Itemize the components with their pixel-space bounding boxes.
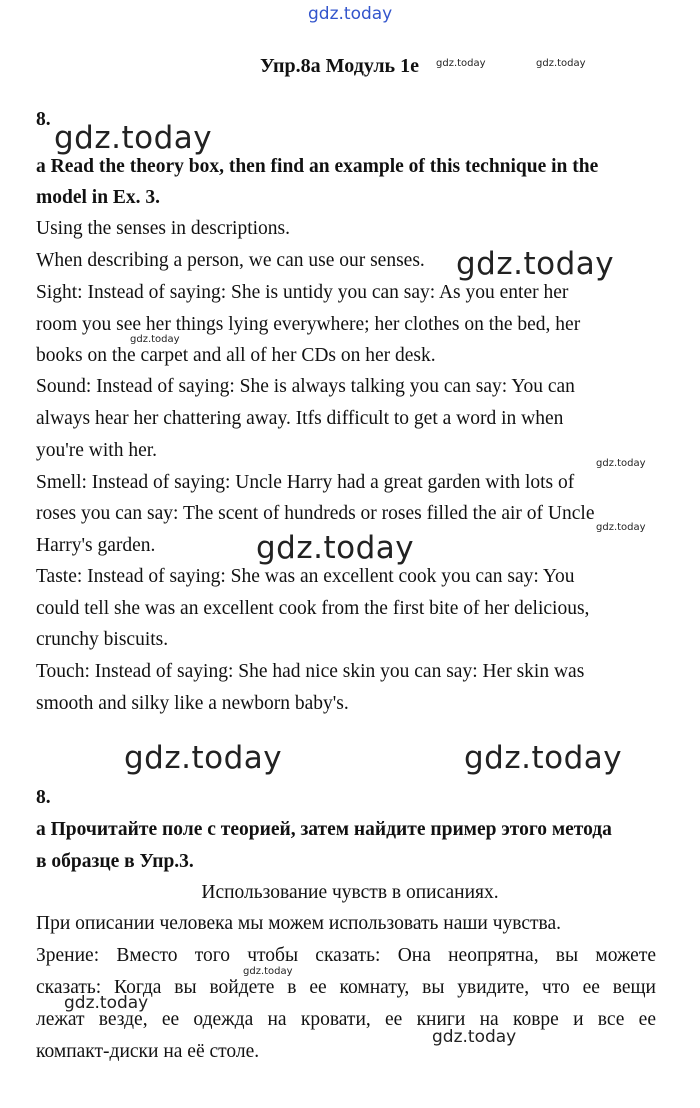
watermark: gdz.today <box>243 966 293 977</box>
text-line: smooth and silky like a newborn baby's. <box>36 693 349 714</box>
watermark: gdz.today <box>64 993 149 1013</box>
text-line: roses you can say: The scent of hundreds or roses filled the air of Uncle <box>36 503 595 524</box>
exercise-number-ru: 8. <box>36 787 51 808</box>
text-line: When describing a person, we can use our senses. <box>36 250 425 271</box>
task-line-ru-1: а Прочитайте поле с теорией, затем найдите пример этого метода <box>36 819 612 840</box>
watermark: gdz.today <box>596 522 646 533</box>
text-line: Sound: Instead of saying: She is always talking you can say: You can <box>36 376 575 397</box>
watermark: gdz.today <box>432 1027 517 1047</box>
watermark: gdz.today <box>124 740 283 776</box>
watermark: gdz.today <box>456 246 615 282</box>
text-line: books on the carpet and all of her CDs on her desk. <box>36 345 436 366</box>
watermark: gdz.today <box>436 58 486 69</box>
watermark: gdz.today <box>130 334 180 345</box>
text-line: Harry's garden. <box>36 535 156 556</box>
text-line: Sight: Instead of saying: She is untidy you can say: As you enter her <box>36 282 569 303</box>
watermark: gdz.today <box>596 458 646 469</box>
header-watermark: gdz.today <box>308 4 393 24</box>
subtitle-ru: Использование чувств в описаниях. <box>201 882 499 903</box>
watermark: gdz.today <box>54 120 213 156</box>
text-line: лежат везде, ее одежда на кровати, ее книги на ковре и все ее <box>36 1009 656 1030</box>
text-line: always hear her chattering away. Itfs difficult to get a word in when <box>36 408 564 429</box>
text-line: crunchy biscuits. <box>36 629 169 650</box>
text-line: Smell: Instead of saying: Uncle Harry had a great garden with lots of <box>36 472 575 493</box>
text-line: Touch: Instead of saying: She had nice skin you can say: Her skin was <box>36 661 585 682</box>
text-line: could tell she was an excellent cook from the first bite of her delicious, <box>36 598 590 619</box>
task-line-en-2: model in Ex. 3. <box>36 187 161 208</box>
watermark: gdz.today <box>256 530 415 566</box>
task-line-ru-2: в образце в Упр.3. <box>36 851 194 872</box>
text-line: you're with her. <box>36 440 158 461</box>
text-line: Зрение: Вместо того чтобы сказать: Она неопрятна, вы можете <box>36 945 656 966</box>
task-line-en-1: a Read the theory box, then find an example of this technique in the <box>36 156 599 177</box>
text-line: компакт-диски на её столе. <box>36 1041 260 1062</box>
text-line: При описании человека мы можем использовать наши чувства. <box>36 913 561 934</box>
watermark: gdz.today <box>464 740 623 776</box>
text-line: Taste: Instead of saying: She was an excellent cook you can say: You <box>36 566 575 587</box>
text-line: room you see her things lying everywhere; her clothes on the bed, her <box>36 314 581 335</box>
page-title: Упр.8а Модуль 1е <box>260 55 420 77</box>
watermark: gdz.today <box>536 58 586 69</box>
exercise-number-en: 8. <box>36 109 51 130</box>
text-line: Using the senses in descriptions. <box>36 218 291 239</box>
text-line: сказать: Когда вы войдете в ее комнату, вы увидите, что ее вещи <box>36 977 656 998</box>
